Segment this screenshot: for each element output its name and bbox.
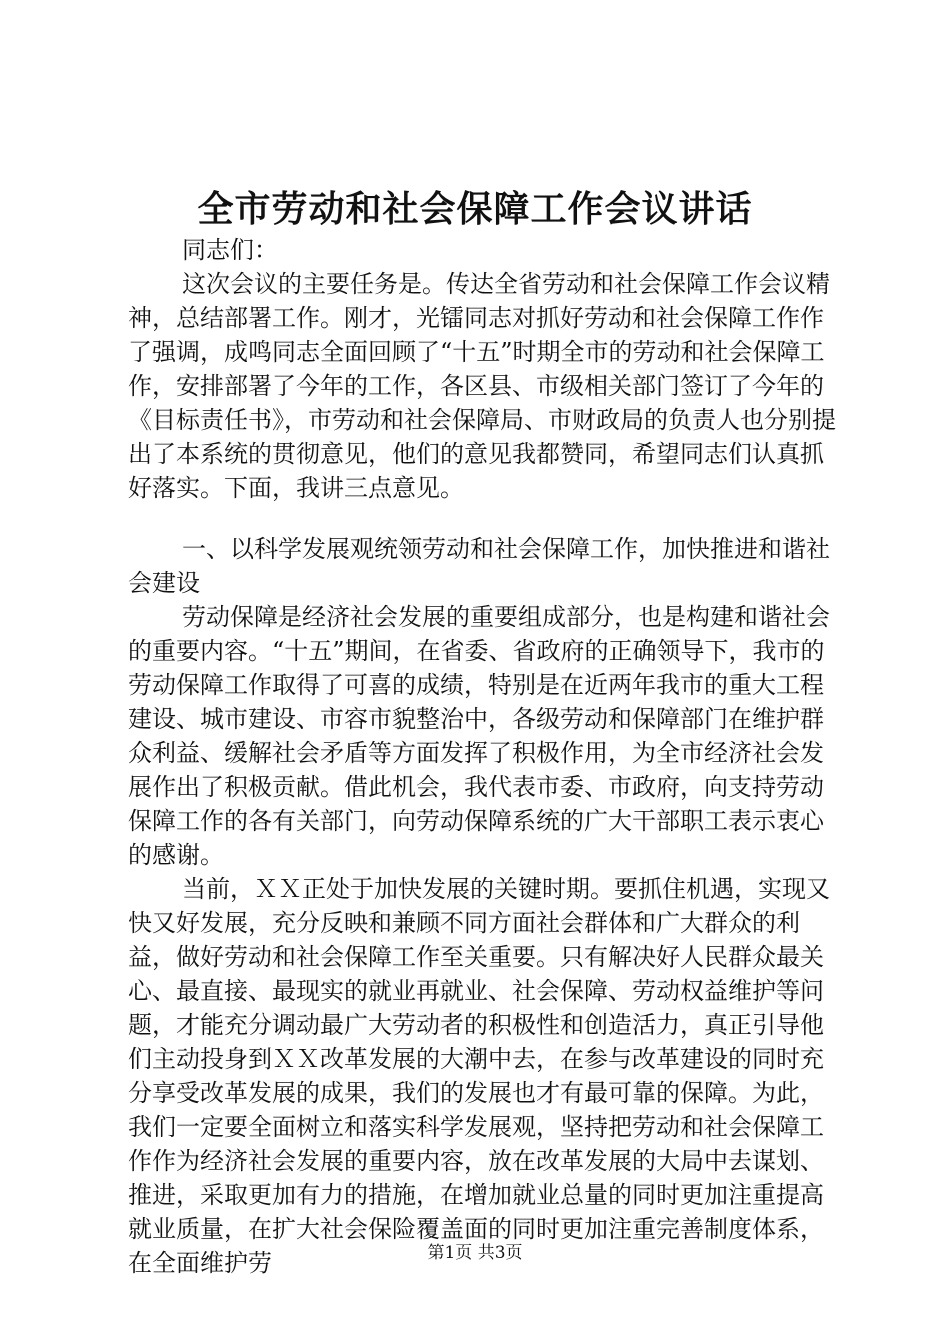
salutation: 同志们： (182, 236, 278, 264)
page-footer: 第1页 共3页 (427, 1243, 523, 1263)
paragraph-2: 劳动保障是经济社会发展的重要组成部分，也是构建和谐社会的重要内容。“十五”期间，在省委、省政府的正确领导下，我市的劳动保障工作取得了可喜的成绩，特别是在近两年我市的重大工程建设、城市建设、市容市貌整治中，各级劳动和保障部门在维护群众利益、缓解社会矛盾等方面发挥了积极作用，为全市经济社会发展作出了积极贡献。借此机会，我代表市委、市政府，向支持劳动保障工作的各有关部门，向劳动保障系统的广大干部职工表示衷心的感谢。 (128, 603, 830, 869)
section-heading-1: 一、以科学发展观统领劳动和社会保障工作，加快推进和谐社会建设 (128, 535, 830, 597)
paragraph-spacer (128, 505, 840, 532)
paragraph-intro: 这次会议的主要任务是。传达全省劳动和社会保障工作会议精神，总结部署工作。刚才，光镭同志对抓好劳动和社会保障工作作了强调，成鸣同志全面回顾了“十五”时期全市的劳动和社会保障工作，安排部署了今年的工作，各区县、市级相关部门签订了今年的《目标责任书》，市劳动和社会保障局、市财政局的负责人也分别提出了本系统的贯彻意见，他们的意见我都赞同，希望同志们认真抓好落实。下面，我讲三点意见。 (128, 270, 836, 502)
document-title: 全市劳动和社会保障工作会议讲话 (197, 188, 753, 230)
paragraph-3: 当前，ＸＸ正处于加快发展的关键时期。要抓住机遇，实现又快又好发展，充分反映和兼顾不同方面社会群体和广大群众的利益，做好劳动和社会保障工作至关重要。只有解决好人民群众最关心、最直接、最现实的就业再就业、社会保障、劳动权益维护等问题，才能充分调动最广大劳动者的积极性和创造活力，真正引导他们主动投身到ＸＸ改革发展的大潮中去，在参与改革建设的同时充分享受改革发展的成果，我们的发展也才有最可靠的保障。为此，我们一定要全面树立和落实科学发展观，坚持把劳动和社会保障工作作为经济社会发展的重要内容，放在改革发展的大局中去谋划、推进，采取更加有力的措施，在增加就业总量的同时更加注重提高就业质量，在扩大社会保险覆盖面的同时更加注重完善制度体系，在全面维护劳 (128, 875, 830, 1277)
document-body (128, 233, 840, 1280)
